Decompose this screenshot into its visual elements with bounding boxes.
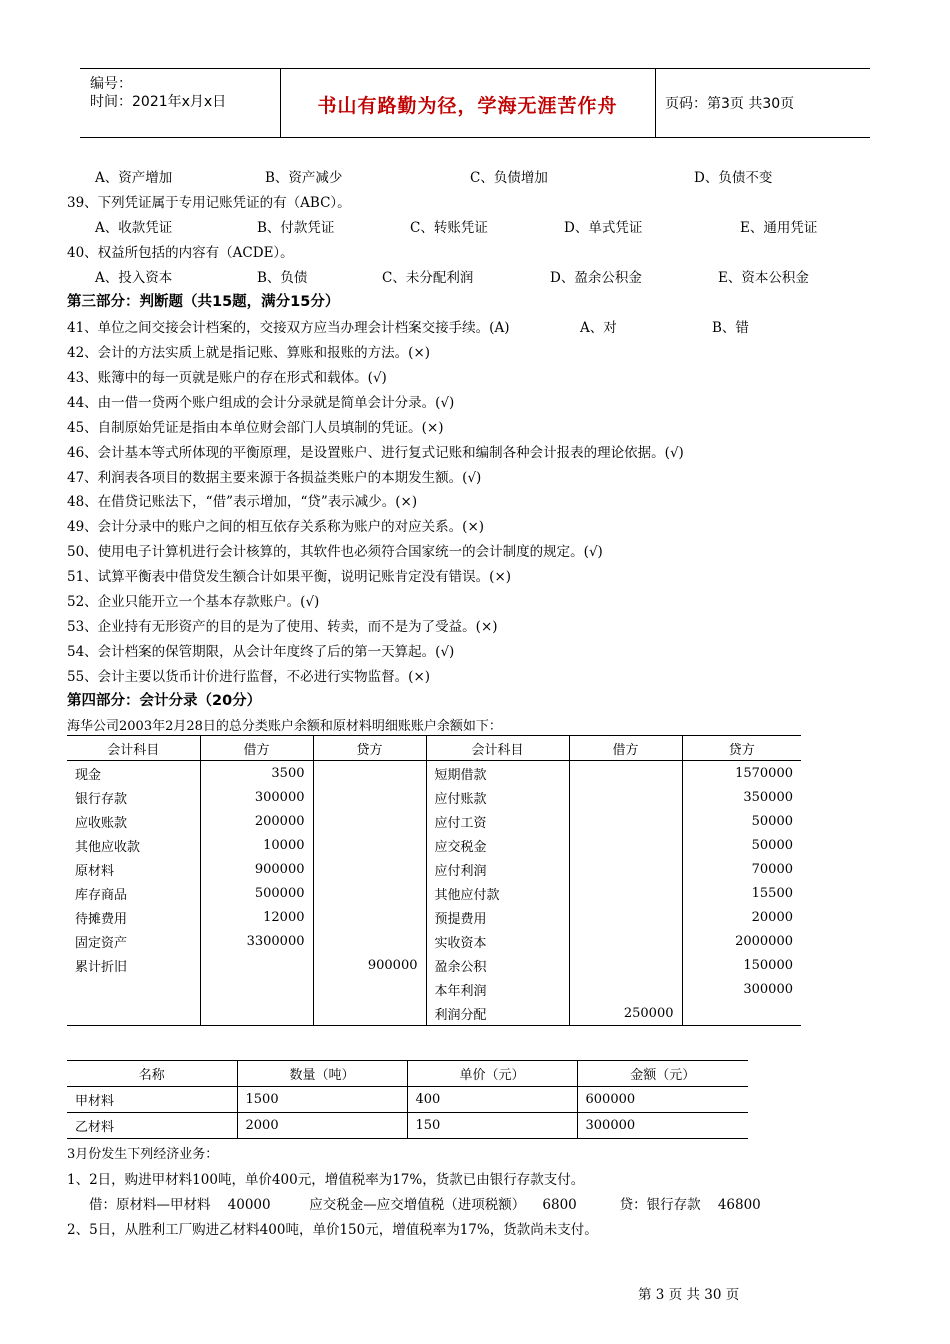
table-cell [313, 809, 426, 833]
judgment-item: 47、利润表各项目的数据主要来源于各损益类账户的本期发生额。(√) [67, 470, 482, 486]
table-row [67, 905, 801, 929]
table-cell [313, 785, 426, 809]
table-row [67, 977, 801, 1001]
table-cell: 900000 [200, 857, 313, 881]
march-intro: 3月份发生下列经济业务： [67, 1147, 219, 1162]
table-row [67, 881, 801, 905]
table-row [67, 1113, 748, 1139]
page-footer: 第 3 页 共 30 页 [638, 1287, 740, 1303]
q39-option-a: A、收款凭证 [95, 220, 173, 236]
table-cell: 300000 [577, 1113, 748, 1139]
section4-title: 第四部分：会计分录（20分） [67, 693, 262, 709]
table-row [67, 857, 801, 881]
table-cell: 250000 [569, 1001, 682, 1026]
judgment-item: 42、会计的方法实质上就是指记账、算账和报账的方法。(×) [67, 345, 431, 361]
table-cell: 500000 [200, 881, 313, 905]
q38-option-c: C、负债增加 [470, 170, 548, 186]
table-cell: 应交税金 [426, 833, 569, 857]
table-cell: 150 [407, 1113, 577, 1139]
table-cell: 10000 [200, 833, 313, 857]
q41-option-a: A、对 [580, 320, 617, 336]
q40-option-d: D、盈余公积金 [550, 270, 642, 286]
table-cell: 2000 [237, 1113, 407, 1139]
table-cell: 1570000 [682, 761, 801, 786]
judgment-item: 49、会计分录中的账户之间的相互依存关系称为账户的对应关系。(×) [67, 519, 485, 535]
table-cell: 现金 [75, 767, 102, 783]
table-cell [313, 857, 426, 881]
table-row [67, 809, 801, 833]
table-row [67, 929, 801, 953]
judgment-item: 44、由一借一贷两个账户组成的会计分录就是简单会计分录。(√) [67, 395, 455, 411]
table-cell: 利润分配 [426, 1001, 569, 1026]
table-cell: 银行存款 [75, 791, 128, 807]
table-cell: 600000 [577, 1087, 748, 1113]
table-cell: 12000 [200, 905, 313, 929]
table-cell: 20000 [682, 905, 801, 929]
table-row [67, 1001, 801, 1026]
q38-option-b: B、资产减少 [265, 170, 343, 186]
table-cell: 本年利润 [426, 977, 569, 1001]
table-cell [200, 1001, 313, 1026]
table-cell [682, 1001, 801, 1026]
header-motto-cell [280, 69, 656, 137]
table-cell [569, 833, 682, 857]
business-item-2: 2、5日，从胜利工厂购进乙材料400吨，单价150元，增值税率为17%，货款尚未支付。 [67, 1222, 598, 1238]
table-cell [569, 857, 682, 881]
column-header: 贷方 [682, 736, 801, 761]
table-cell: 15500 [682, 881, 801, 905]
table-cell [313, 977, 426, 1001]
table-row [67, 1087, 748, 1113]
table-cell [569, 977, 682, 1001]
column-header: 会计科目 [67, 736, 200, 761]
table-header-row [67, 736, 801, 761]
page-header [80, 68, 870, 138]
judgment-item: 43、账簿中的每一页就是账户的存在形式和载体。(√) [67, 370, 387, 386]
column-header: 贷方 [313, 736, 426, 761]
table-cell: 累计折旧 [75, 959, 128, 975]
q39-text: 39、下列凭证属于专用记账凭证的有（ABC）。 [67, 195, 351, 211]
table-cell: 其他应收款 [75, 839, 141, 855]
table-cell: 150000 [682, 953, 801, 977]
table-cell: 甲材料 [67, 1087, 237, 1113]
table-cell: 库存商品 [75, 887, 128, 903]
judgment-item: 50、使用电子计算机进行会计核算的，其软件也必须符合国家统一的会计制度的规定。(√) [67, 544, 603, 560]
table-cell: 300000 [200, 785, 313, 809]
material-detail-table [67, 1060, 748, 1139]
section4-intro: 海华公司2003年2月28日的总分类账户余额和原材料明细账账户余额如下： [67, 719, 502, 734]
table-row [67, 785, 801, 809]
section3-title: 第三部分：判断题（共15题，满分15分） [67, 294, 340, 310]
judgment-item: 54、会计档案的保管期限，从会计年度终了后的第一天算起。(√) [67, 644, 455, 660]
table-cell: 盈余公积 [426, 953, 569, 977]
table-cell [313, 1001, 426, 1026]
table-cell [200, 953, 313, 977]
judgment-item: 55、会计主要以货币计价进行监督，不必进行实物监督。(×) [67, 669, 431, 685]
q41-text: 41、单位之间交接会计档案的，交接双方应当办理会计档案交接手续。(A) [67, 320, 510, 336]
table-cell: 乙材料 [67, 1113, 237, 1139]
judgment-item: 53、企业持有无形资产的目的是为了使用、转卖，而不是为了受益。(×) [67, 619, 498, 635]
table-cell [569, 881, 682, 905]
q38-option-d: D、负债不变 [694, 170, 773, 186]
table-cell: 待摊费用 [75, 911, 128, 927]
table-cell: 3500 [200, 761, 313, 786]
table-cell [569, 905, 682, 929]
judgment-item: 46、会计基本等式所体现的平衡原理，是设置账户、进行复式记账和编制各种会计报表的理论依据。(√) [67, 445, 684, 461]
q39-option-e: E、通用凭证 [740, 220, 818, 236]
table-cell: 900000 [313, 953, 426, 977]
table-cell: 50000 [682, 833, 801, 857]
judgment-item: 45、自制原始凭证是指由本单位财会部门人员填制的凭证。(×) [67, 420, 444, 436]
table-cell: 短期借款 [426, 761, 569, 786]
q40-option-a: A、投入资本 [95, 270, 173, 286]
journal-entry-1: 借：原材料—甲材料 40000 应交税金—应交增值税（进项税额） 6800 贷：银行存款 46800 [89, 1197, 761, 1213]
header-time: 时间：2021年x月x日 [90, 94, 227, 110]
balance-table [67, 735, 801, 1026]
table-cell [569, 929, 682, 953]
header-code: 编号： [90, 76, 132, 92]
table-row [67, 761, 801, 786]
header-page-number: 页码：第3页 共30页 [665, 96, 795, 112]
table-cell: 应收账款 [75, 815, 128, 831]
column-header: 借方 [200, 736, 313, 761]
table-cell: 400 [407, 1087, 577, 1113]
table-cell: 实收资本 [426, 929, 569, 953]
judgment-item: 51、试算平衡表中借贷发生额合计如果平衡，说明记账肯定没有错误。(×) [67, 569, 512, 585]
judgment-item: 52、企业只能开立一个基本存款账户。(√) [67, 594, 320, 610]
q40-option-c: C、未分配利润 [382, 270, 474, 286]
table-cell [569, 761, 682, 786]
column-header: 数量（吨） [237, 1061, 407, 1087]
table-cell: 固定资产 [75, 935, 128, 951]
table-cell: 1500 [237, 1087, 407, 1113]
table-cell: 200000 [200, 809, 313, 833]
table-cell: 3300000 [200, 929, 313, 953]
table-cell [313, 881, 426, 905]
column-header: 金额（元） [577, 1061, 748, 1087]
q40-option-b: B、负债 [257, 270, 308, 286]
table-cell [569, 809, 682, 833]
column-header: 名称 [67, 1061, 237, 1087]
business-item-1: 1、2日，购进甲材料100吨，单价400元，增值税率为17%，货款已由银行存款支付。 [67, 1172, 585, 1188]
table-cell [313, 833, 426, 857]
q39-option-b: B、付款凭证 [257, 220, 335, 236]
column-header: 会计科目 [426, 736, 569, 761]
table-cell [67, 1001, 200, 1026]
table-cell [313, 929, 426, 953]
q39-option-c: C、转账凭证 [410, 220, 488, 236]
table-cell: 300000 [682, 977, 801, 1001]
column-header: 单价（元） [407, 1061, 577, 1087]
table-cell: 70000 [682, 857, 801, 881]
table-cell [569, 785, 682, 809]
q41-option-b: B、错 [712, 320, 749, 336]
table-cell: 应付工资 [426, 809, 569, 833]
q40-text: 40、权益所包括的内容有（ACDE）。 [67, 245, 294, 261]
judgment-item: 48、在借贷记账法下，“借”表示增加，“贷”表示减少。(×) [67, 494, 418, 510]
header-motto: 书山有路勤为径，学海无涯苦作舟 [317, 95, 618, 117]
table-cell: 350000 [682, 785, 801, 809]
table-cell [313, 761, 426, 786]
header-page-cell [655, 69, 870, 137]
column-header: 借方 [569, 736, 682, 761]
table-cell [67, 977, 200, 1001]
table-cell: 应付利润 [426, 857, 569, 881]
table-cell: 2000000 [682, 929, 801, 953]
table-cell [200, 977, 313, 1001]
table-row [67, 953, 801, 977]
q39-option-d: D、单式凭证 [564, 220, 643, 236]
table-cell: 原材料 [75, 863, 115, 879]
table-header-row [67, 1061, 748, 1087]
table-cell: 预提费用 [426, 905, 569, 929]
table-cell: 应付账款 [426, 785, 569, 809]
q40-option-e: E、资本公积金 [718, 270, 809, 286]
table-cell [313, 905, 426, 929]
table-row [67, 833, 801, 857]
table-cell: 其他应付款 [426, 881, 569, 905]
q38-option-a: A、资产增加 [95, 170, 173, 186]
table-cell: 50000 [682, 809, 801, 833]
header-meta-cell [80, 69, 281, 137]
table-cell [569, 953, 682, 977]
